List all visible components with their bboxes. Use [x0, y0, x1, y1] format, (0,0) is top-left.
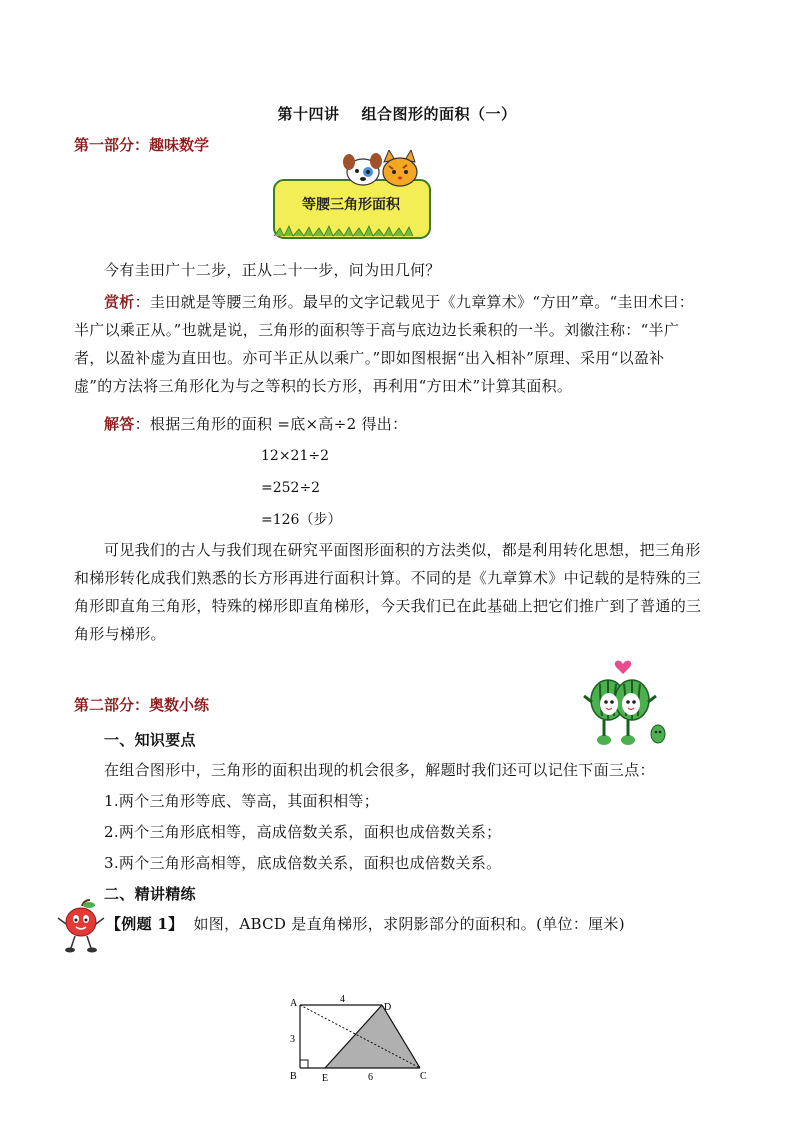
equation-line: =252÷2 [261, 480, 321, 496]
trapezoid-figure [280, 990, 440, 1090]
conclusion-line: 和梯形转化成我们熟悉的长方形再进行面积计算。不同的是《九章算术》中记载的是特殊的三 [74, 569, 702, 587]
conclusion-line: 角形即直角三角形，特殊的梯形即直角梯形，今天我们已在此基础上把它们推广到了普通的三 [74, 597, 702, 615]
conclusion-block [74, 536, 734, 648]
dim-left: 3 [290, 1034, 295, 1045]
knowledge-point: 3.两个三角形高相等，底成倍数关系，面积也成倍数关系。 [104, 854, 502, 872]
example-label: 【例题 1】 [106, 915, 184, 933]
answer-line [104, 410, 407, 438]
analysis-line: 者，以盈补虚为直田也。亦可半正从以乘广。”即如图根据“出入相补”原理、采用“以盈补 [74, 349, 665, 367]
example-line [106, 910, 625, 938]
knowledge-point: 2.两个三角形底相等，高成倍数关系，面积也成倍数关系； [104, 823, 502, 841]
label-d: D [384, 1002, 392, 1013]
analysis-block [74, 288, 734, 400]
answer-text: ：根据三角形的面积 =底×高÷2 得出： [134, 415, 408, 433]
section1-heading: 第一部分：趣味数学 [74, 136, 210, 154]
banner-label: 等腰三角形面积 [302, 197, 400, 213]
knowledge-intro: 在组合图形中，三角形的面积出现的机会很多，解题时我们还可以记住下面三点： [104, 761, 655, 779]
equation-line: 12×21÷2 [261, 448, 329, 464]
dim-bottom: 6 [368, 1072, 373, 1083]
practice-heading: 二、精讲精练 [104, 885, 196, 903]
conclusion-line: 角形与梯形。 [74, 625, 166, 643]
equations [261, 440, 341, 536]
page-title [0, 103, 794, 124]
watermelon-mascot-image [578, 652, 670, 752]
watermelon-icon [578, 652, 670, 752]
label-a: A [290, 998, 298, 1009]
answer-label: 解答 [104, 415, 135, 433]
knowledge-heading: 一、知识要点 [104, 731, 196, 749]
lecture-number: 第十四讲 [277, 105, 340, 123]
apple-mascot-image [56, 898, 106, 954]
cat-icon [383, 150, 417, 186]
analysis-label: 赏析 [104, 293, 135, 311]
equation-line: =126（步） [261, 512, 342, 528]
analysis-line: 半广以乘正从。”也就是说，三角形的面积等于高与底边边长乘积的一半。刘徽注称：“半广 [74, 321, 680, 339]
dim-top: 4 [340, 994, 345, 1005]
analysis-line: 虚”的方法将三角形化为与之等积的长方形，再利用“方田术”计算其面积。 [74, 377, 573, 395]
label-c: C [420, 1071, 427, 1082]
label-e: E [322, 1073, 329, 1084]
lecture-topic: 组合图形的面积（一） [361, 105, 517, 123]
example-text: 如图，ABCD 是直角梯形，求阴影部分的面积和。(单位：厘米) [193, 915, 625, 933]
apple-icon [56, 898, 106, 954]
label-b: B [290, 1071, 297, 1082]
knowledge-point: 1.两个三角形等底、等高，其面积相等； [104, 792, 380, 810]
section2-heading: 第二部分：奥数小练 [74, 696, 210, 714]
banner-image [271, 150, 441, 245]
conclusion-line: 可见我们的古人与我们现在研究平面图形面积的方法类似，都是利用转化思想，把三角形 [104, 541, 701, 559]
problem-text: 今有圭田广十二步，正从二十一步，问为田几何？ [104, 261, 441, 279]
knowledge-points [104, 787, 501, 877]
analysis-line: ：圭田就是等腰三角形。最早的文字记载见于《九章算术》“方田”章。“圭田术曰： [134, 293, 695, 311]
trapezoid-diagram [280, 990, 440, 1090]
